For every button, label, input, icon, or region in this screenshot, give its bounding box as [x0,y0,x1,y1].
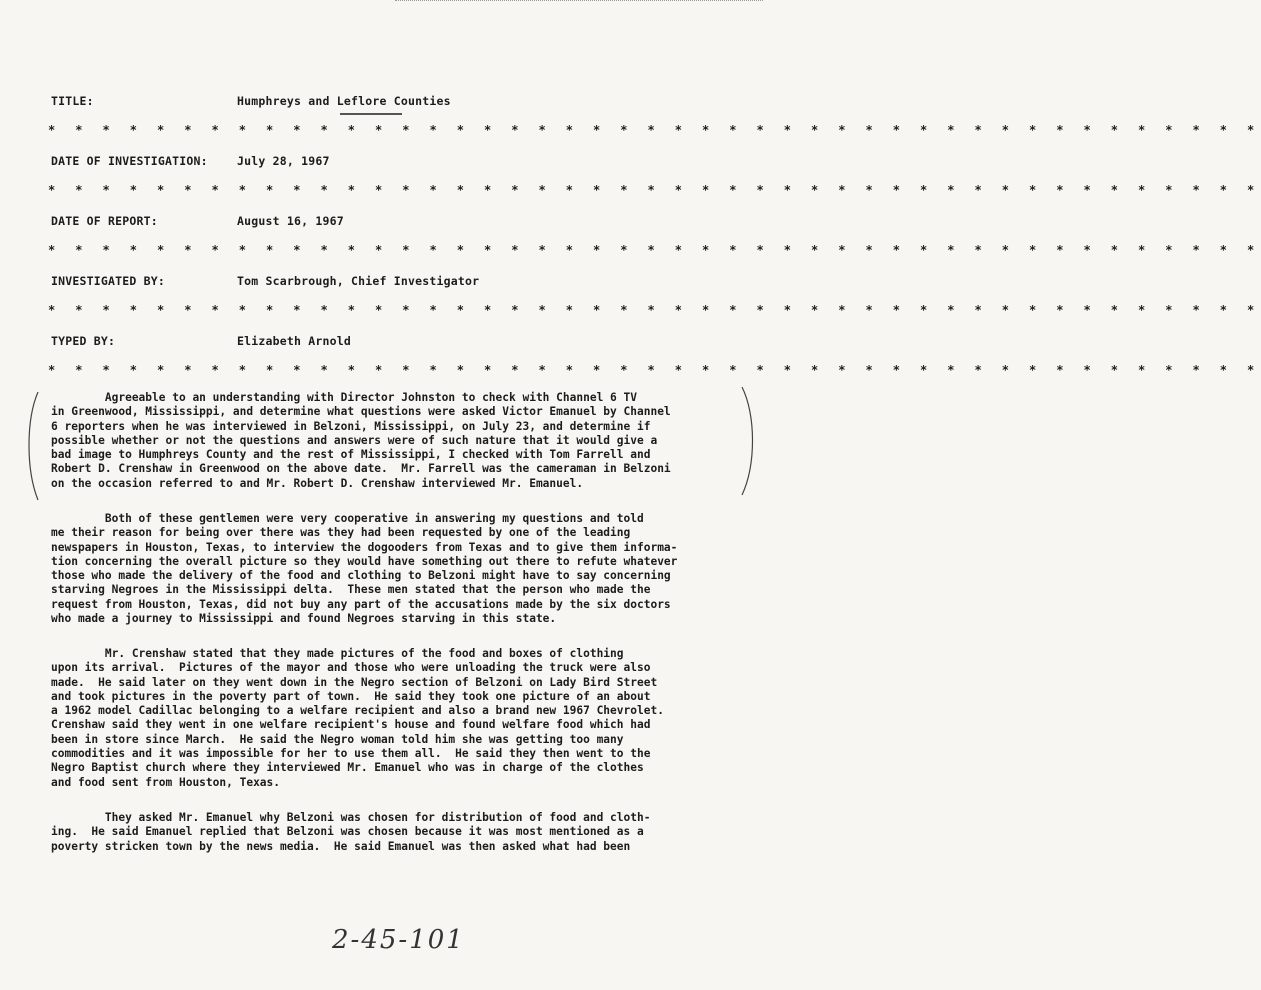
investigated-by-row [51,274,479,288]
text-line: those who made the delivery of the food and clothing to Belzoni might have to say concerning [51,569,671,583]
paragraph-3 [51,647,739,790]
typed-by-row [51,334,351,348]
text-line: Both of these gentlemen were very cooperative in answering my questions and told [51,512,644,525]
title-value: Humphreys and Leflore Counties [237,94,451,108]
investigation-date-row [51,154,330,168]
title-label: TITLE: [51,94,94,108]
report-date-row [51,214,344,228]
text-line: me their reason for being over there was they had been requested by one of the leading [51,526,631,540]
paragraph-1 [51,391,739,491]
report-date-label: DATE OF REPORT: [51,214,158,228]
text-line: poverty stricken town by the news media. He said Emanuel was then asked what had been [51,839,631,853]
text-line: commodities and it was impossible for her to use them all. He said they then went to the [51,747,651,761]
text-line: Agreeable to an understanding with Director Johnston to check with Channel 6 TV [51,391,637,404]
report-date-value: August 16, 1967 [237,214,344,228]
text-line: made. He said later on they went down in the Negro section of Belzoni on Lady Bird Street [51,675,658,689]
left-bracket-mark [22,390,42,502]
text-line: possible whether or not the questions and answers were of such nature that it would give a [51,433,658,447]
text-line: ing. He said Emanuel replied that Belzoni was chosen because it was most mentioned as a [51,825,644,839]
typed-by-value: Elizabeth Arnold [237,334,351,348]
text-line: upon its arrival. Pictures of the mayor and those who were unloading the truck were also [51,661,651,675]
separator: * * * * * * * * * * * * * * * * * * * * * * * * * * * * * * * * * * * * * * * * * * * * * [48,303,1261,317]
text-line: 6 reporters when he was interviewed in Belzoni, Mississippi, on July 23, and determine if [51,419,651,433]
right-bracket-mark [738,385,760,497]
text-line: They asked Mr. Emanuel why Belzoni was chosen for distribution of food and cloth- [51,811,651,824]
paragraph-2 [51,512,739,626]
text-line: bad image to Humphreys County and the rest of Mississippi, I checked with Tom Farrell and [51,448,651,462]
text-line: who made a journey to Mississippi and found Negroes starving in this state. [51,612,557,626]
text-line: and took pictures in the poverty part of town. He said they took one picture of an about [51,689,651,703]
text-line: starving Negroes in the Mississippi delta. These men stated that the person who made the [51,583,651,597]
title-row [51,94,451,108]
investigated-by-value: Tom Scarbrough, Chief Investigator [237,274,480,288]
text-line: tion concerning the overall picture so they would have something out there to refute whatever [51,554,678,568]
text-line: and food sent from Houston, Texas. [51,775,281,789]
text-line: Robert D. Crenshaw in Greenwood on the above date. Mr. Farrell was the cameraman in Belzoni [51,462,671,476]
investigation-date-value: July 28, 1967 [237,154,330,168]
text-line: Crenshaw said they went in one welfare recipient's house and found welfare food which had [51,718,651,732]
scan-artifact [395,0,763,4]
text-line: newspapers in Houston, Texas, to interview the dogooders from Texas and to give them informa- [51,540,678,554]
text-line: in Greenwood, Mississippi, and determine what questions were asked Victor Emanuel by Channel [51,405,671,419]
separator: * * * * * * * * * * * * * * * * * * * * * * * * * * * * * * * * * * * * * * * * * * * * * [48,123,1261,137]
text-line: request from Houston, Texas, did not buy any part of the accusations made by the six doctors [51,597,671,611]
handwritten-underline [340,113,402,115]
text-line: a 1962 model Cadillac belonging to a welfare recipient and also a brand new 1967 Chevrolet. [51,704,664,718]
text-line: on the occasion referred to and Mr. Robert D. Crenshaw interviewed Mr. Emanuel. [51,476,584,490]
paragraph-4 [51,811,739,854]
investigated-by-label: INVESTIGATED BY: [51,274,165,288]
handwritten-file-number: 2-45-101 [332,925,465,955]
separator: * * * * * * * * * * * * * * * * * * * * * * * * * * * * * * * * * * * * * * * * * * * * * [48,183,1261,197]
text-line: Mr. Crenshaw stated that they made pictures of the food and boxes of clothing [51,647,624,660]
investigation-date-label: DATE OF INVESTIGATION: [51,154,208,168]
text-line: been in store since March. He said the Negro woman told him she was getting too many [51,732,624,746]
separator: * * * * * * * * * * * * * * * * * * * * * * * * * * * * * * * * * * * * * * * * * * * * * [48,363,1261,377]
text-line: Negro Baptist church where they interviewed Mr. Emanuel who was in charge of the clothes [51,761,644,775]
typed-by-label: TYPED BY: [51,334,116,348]
separator: * * * * * * * * * * * * * * * * * * * * * * * * * * * * * * * * * * * * * * * * * * * * * [48,243,1261,257]
